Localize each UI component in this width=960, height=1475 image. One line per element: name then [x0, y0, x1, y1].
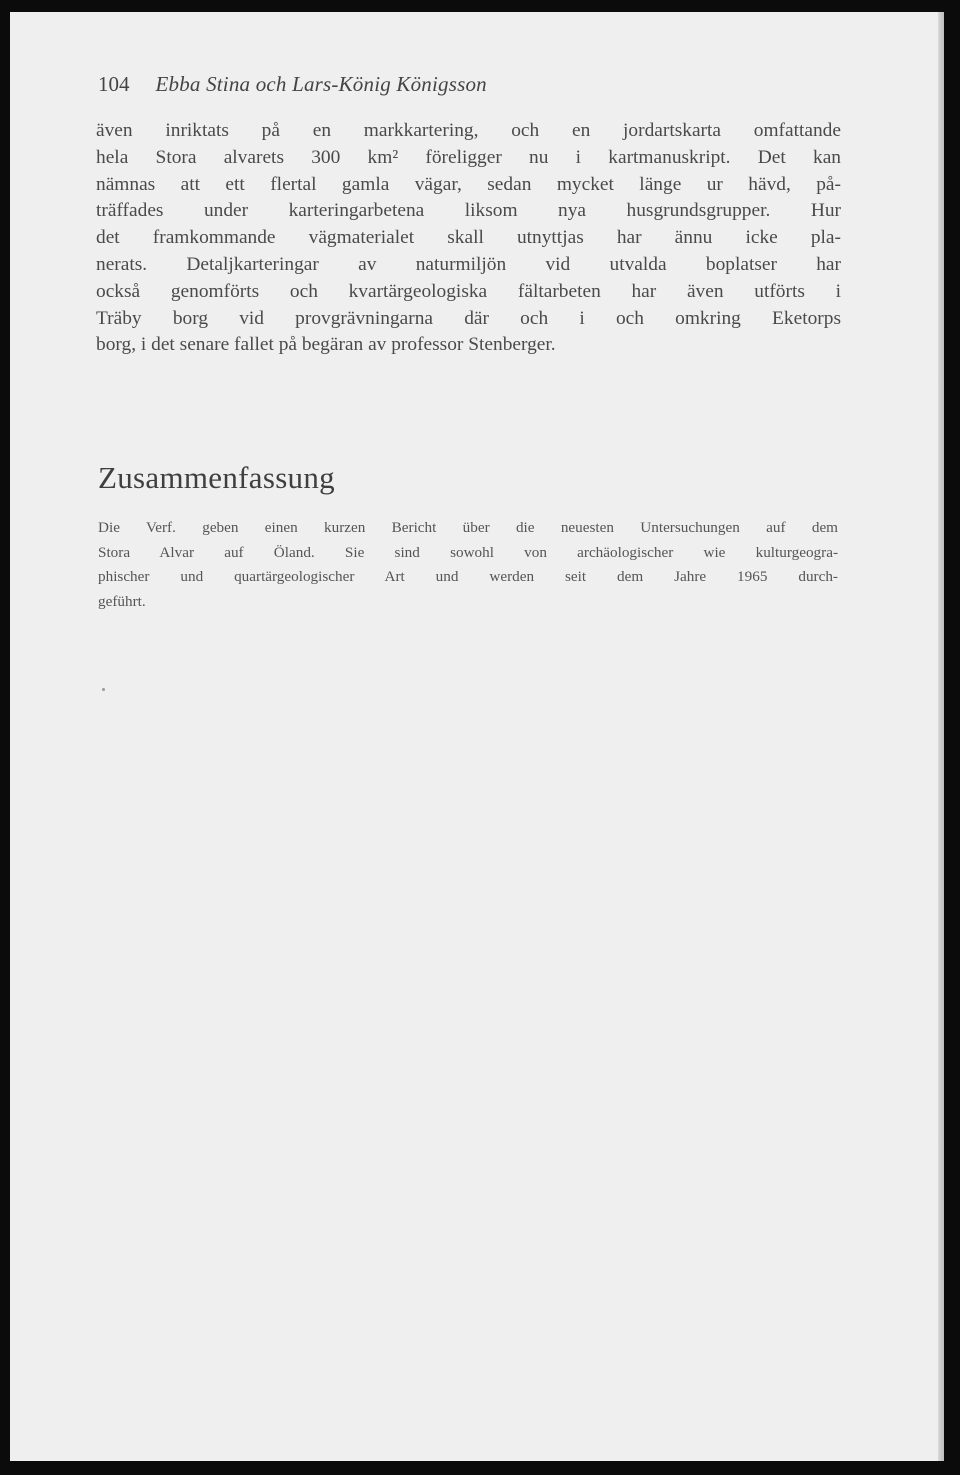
- page-number: 104: [98, 72, 130, 96]
- body-line: även inriktats på en markkartering, och en jordartskarta omfattande: [96, 120, 841, 141]
- body-line: träffades under karteringarbetena liksom nya husgrundsgrupper. Hur: [96, 200, 841, 222]
- section-heading: Zusammenfassung: [98, 460, 335, 495]
- body-line: nämnas att ett flertal gamla vägar, sedan mycket länge ur hävd, på-: [96, 173, 841, 195]
- summary-line: Die Verf. geben einen kurzen Bericht über die neuesten Untersuchungen auf dem: [98, 519, 838, 536]
- body-line: nerats. Detaljkarteringar av naturmiljön vid utvalda boplatser har: [96, 253, 841, 275]
- body-line: Träby borg vid provgrävningarna där och i och omkring Eketorps: [96, 307, 841, 329]
- running-head-authors: Ebba Stina och Lars-König Königsson: [155, 72, 487, 96]
- body-line: det framkommande vägmaterialet skall utnyttjas har ännu icke pla-: [96, 227, 841, 249]
- scan-speck: [102, 688, 105, 691]
- running-head: [98, 72, 487, 97]
- summary-paragraph: [98, 516, 838, 614]
- body-line: borg, i det senare fallet på begäran av professor Stenberger.: [96, 334, 556, 356]
- summary-line: phischer und quartärgeologischer Art und werden seit dem Jahre 1965 durch-: [98, 568, 838, 586]
- summary-line: geführt.: [98, 592, 146, 610]
- book-page: [10, 12, 944, 1461]
- body-line: hela Stora alvarets 300 km² föreligger nu i kartmanuskript. Det kan: [96, 146, 841, 168]
- body-line: också genomförts och kvartärgeologiska fältarbeten har även utförts i: [96, 280, 841, 302]
- summary-line: Stora Alvar auf Öland. Sie sind sowohl von archäologischer wie kulturgeogra-: [98, 543, 838, 561]
- scan-edge-shadow: [938, 12, 944, 1461]
- body-paragraph: [96, 118, 841, 359]
